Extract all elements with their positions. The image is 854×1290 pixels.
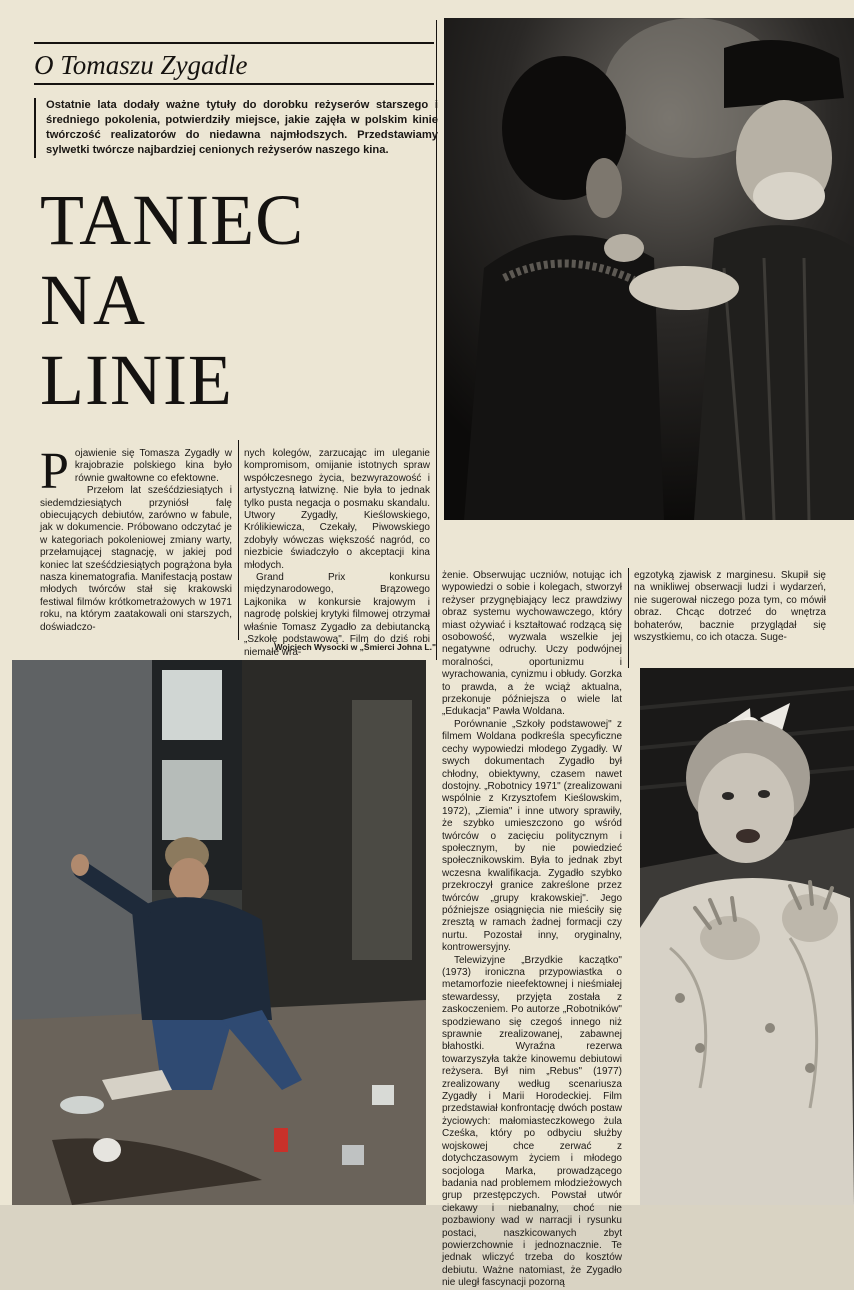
column-1-paragraph-1: Pojawienie się Tomasza Zygadły w krajobrazie polskiego kina było równie gwałtowne co efektowne. <box>40 443 232 500</box>
column-3-paragraph-2: Porównanie „Szkoły podstawowej" z filmem Woldana podkreśla specyficzne cechy wypowiedzi młodego Zygadły. W swych dokumentach Zygadło był chłodny, obiektywny, czasem nawet dostojny. „Robotnicy 1971" (zrealizowani wspólnie z Krzysztofem Kieślowskim, 1972), „Ziemia" i inne utwory sprawiły, że szybko umieszczono go wśród twórców o zacięciu politycznym i społecznym, by nie powiedzieć społecznikowskim. Była to jednak zbyt wczesna kwalifikacja. Zygadło szybko przekroczył granice zakreślone przez twórców „grupy krakowskiej". Jego późniejsze osiągnięcia nie mieściły się zresztą w ramach żadnej formacji czy nurtu. Pozostał inny, oryginalny, kontrowersyjny. <box>442 718 622 954</box>
article-column-2 <box>244 448 430 659</box>
column-rule-3 <box>628 568 629 668</box>
column-rule-2 <box>436 20 437 660</box>
article-column-4 <box>634 570 826 644</box>
photo-old-man-with-woman-image <box>444 18 854 520</box>
photo-woman-gesturing-image <box>640 668 854 1205</box>
headline-line-1: TANIEC <box>40 180 305 260</box>
photo-old-man-with-woman <box>444 18 854 520</box>
column-rule-1 <box>238 440 239 640</box>
column-3-paragraph-1: żenie. Obserwując uczniów, notując ich wypowiedzi o sobie i kolegach, stworzył reżyser przygnębiający lecz prawdziwy obraz systemu wychowawczego, który miast ożywiać i kształtować rodzącą się osobowość, wyzwala wszelkie jej negatywne odruchy. Uczy podwójnej moralności, oportunizmu i wyrachowania, cynizmu i obłudy. Gorzka to prawda, a że wciąż aktualna, przekonuje późniejsza o wiele lat „Edukacja" Pawła Woldana. <box>442 570 622 718</box>
lead-paragraph: Ostatnie lata dodały ważne tytuły do dorobku reżyserów starszego i średniego pokolenia, potwierdziły miejsce, jakie zajęła w polskim kinie twórczość realizatorów do niedawna najmłodszych. Przedstawiamy sylwetki twórcze najbardziej cenionych reżyserów naszego kina. <box>34 98 438 158</box>
photo-man-kneeling-in-room-image <box>12 660 426 1205</box>
headline-line-2: NA <box>40 260 146 340</box>
dropcap: P <box>40 443 69 500</box>
headline-line-3: LINIE <box>40 340 233 420</box>
column-1-paragraph-2: Przełom lat sześćdziesiątych i siedemdziesiątych przyniósł falę obiecujących debiutów, zarówno w fabule, jak w dokumencie. Próbowano odczytać je w kategoriach pokoleniowej zmiany warty, przełamującej stagnację, w jakiej pod koniec lat sześćdziesiątych pogrążona była nasza kinematografia. Manifestacją postaw młodych twórców stał się krakowski festiwal filmów krótkometrażowych w 1971 roku, na którym zaatakowali oni starszych, doświadczo- <box>40 485 232 633</box>
headline <box>40 180 430 420</box>
article-column-1 <box>40 443 232 634</box>
column-4-paragraph-1: egzotyką zjawisk z marginesu. Skupił się na wnikliwej obserwacji ludzi i wydarzeń, nie sugerował niczego poza tym, co mówił obraz. Chcąc dotrzeć do wnętrza bohaterów, bacznie przyglądał się wszystkiemu, co ich otacza. Suge- <box>634 570 826 644</box>
column-2-paragraph-1: nych kolegów, zarzucając im uleganie kompromisom, omijanie istotnych spraw współczesnego życia, bezwyrazowość i artystyczną łatwiznę. Nie była to jednak tylko pusta negacja o posmaku skandalu. Utwory Zygadły, Kieślowskiego, Królikiewicza, Czekały, Piwowskiego zdobyły wówczas większość nagród, co niezbicie świadczyło o akceptacji kina młodych. <box>244 448 430 571</box>
top-rule <box>34 42 434 44</box>
article-column-3 <box>442 570 622 1290</box>
section-label: O Tomaszu Zygadle <box>34 50 434 85</box>
column-3-paragraph-3: Telewizyjne „Brzydkie kaczątko" (1973) ironiczna przypowiastka o metamorfozie nieefektownej i nieśmiałej stewardessy, przyjęta została z zaskoczeniem. Po autorze „Robotników" spodziewano się czegoś innego niż sprawnie zrealizowanej, zabawnej błahostki. Wyraźna rezerwa towarzyszyła także kinowemu debiutowi reżysera. Był nim „Rebus" (1977) zrealizowany według scenariusza Zygadły i Marii Horodeckiej. Film przedstawiał konfrontację dwóch postaw życiowych: małomiasteczkowego żula Cześka, który po odbyciu służby wojskowej chce zerwać z dotychczasowym życiem i młodego socjologa Marka, prowadzącego badania nad problemem młodzieżowych grup przestępczych. Powstał utwór ciekawy i niebanalny, choć nie pozbawiony wad w narracji i rysunku postaci, naszkicowanych zbyt powierzchownie i jednoznacznie. Te jednak wliczyć trzeba do kosztów debiutu. Ważne natomiast, że Zygadło nie uległ fascynacji pozorną <box>442 954 622 1289</box>
photo-man-kneeling-in-room <box>12 660 426 1205</box>
column-2-paragraph-2: Grand Prix konkursu międzynarodowego, Brązowego Lajkonika w konkursie krajowym i nagrodę polskiej krytyki filmowej otrzymał właśnie Tomasz Zygadło za debiutancką „Szkołę podstawową". Film do dziś robi niemałe wra- <box>244 572 430 658</box>
photo-woman-gesturing <box>640 668 854 1205</box>
photo-caption: Wojciech Wysocki w „Śmierci Johna L." <box>274 642 436 652</box>
